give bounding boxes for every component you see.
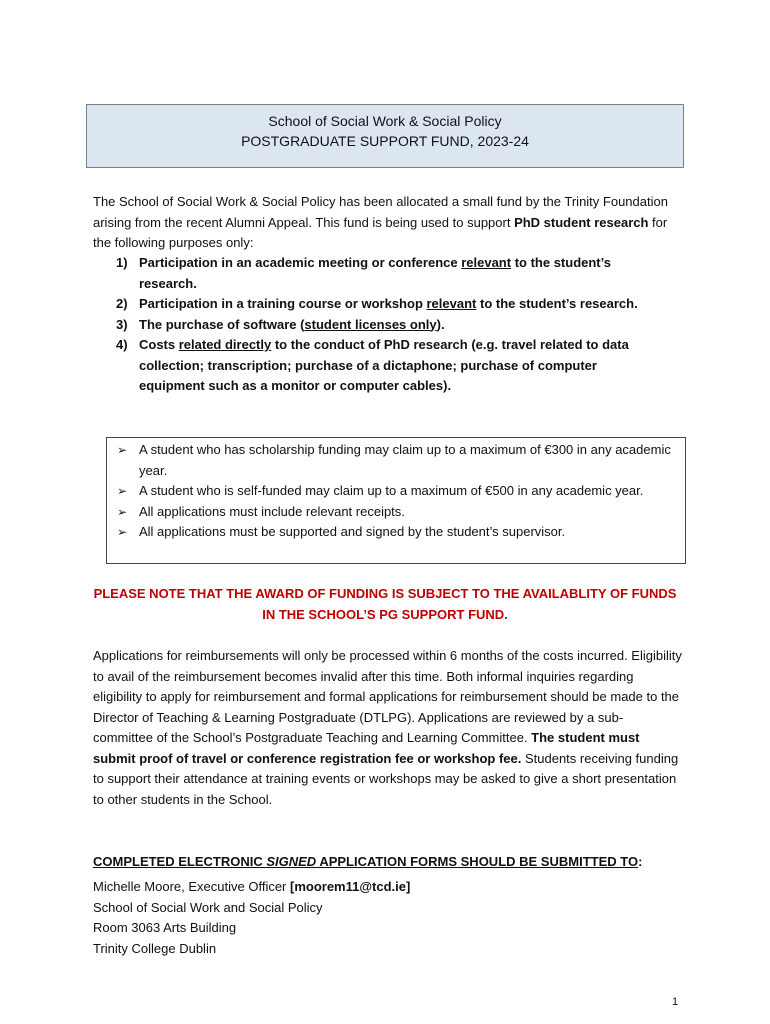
list-item — [93, 294, 653, 315]
purpose-text-end: to the conduct of PhD research (e.g. travel related to data collection; transcription; purchase of a dictaphone; purchase of computer equipment such as a monitor or computer cables). — [139, 337, 629, 393]
submission-heading — [93, 852, 683, 872]
contact-email[interactable]: [moorem11@tcd.ie] — [290, 879, 411, 894]
school-name: School of Social Work & Social Policy — [268, 113, 502, 129]
purpose-text: The purchase of software ( — [139, 316, 305, 332]
rule-text: All applications must include relevant receipts. — [139, 503, 405, 519]
contact-block — [93, 877, 683, 959]
purpose-underline: relevant — [461, 255, 512, 270]
page-number: 1 — [672, 996, 679, 1008]
arrow-bullet-icon: ➢ — [117, 443, 128, 457]
purpose-text: Participation in an academic meeting or conference — [139, 255, 462, 270]
contact-name: Michelle Moore, Executive Officer — [93, 879, 290, 894]
intro-bold: PhD student research — [514, 214, 649, 230]
heading-text: COMPLETED ELECTRONIC — [93, 854, 267, 869]
purpose-underline: related directly — [178, 337, 272, 352]
body-bold: The student must submit proof of travel or conference registration fee or workshop fee. — [93, 730, 640, 766]
fund-title: POSTGRADUATE SUPPORT FUND, 2023-24 — [241, 133, 529, 149]
purpose-text-end: to the student’s research. — [476, 296, 638, 311]
list-item — [93, 253, 653, 294]
rule-text: All applications must be supported and signed by the student’s supervisor. — [139, 524, 566, 539]
purpose-text-end: ). — [436, 316, 445, 332]
intro-text: The School of Social Work & Social Policy has been allocated a small fund by the Trinity Foundation arising from the recent Alumni Appeal. This fund is being used to support — [93, 194, 668, 230]
list-item — [93, 315, 653, 336]
list-item — [115, 481, 675, 502]
contact-name-line — [93, 877, 683, 898]
purposes-list — [93, 253, 653, 397]
body-text: Applications for reimbursements will only be processed within 6 months of the costs incurred. Eligibility to avail of the reimbursement becomes invalid after this time. Both informal inquiries regarding eligibility to apply for reimbursement and formal applications for reimbursement should be made to the Director of Teaching & Learning Postgraduate (DTLPG). Applications are reviewed by a sub-committee of the School’s Postgraduate Teaching and Learning Committee. — [93, 648, 682, 745]
rules-box — [106, 437, 686, 564]
intro-text-end: for the following purposes only: — [93, 214, 668, 250]
rule-text: A student who has scholarship funding may claim up to a maximum of €300 in any academic year. — [139, 442, 671, 478]
list-number: 1) — [116, 255, 128, 270]
title-box — [86, 104, 684, 168]
heading-text-end: APPLICATION FORMS SHOULD BE SUBMITTED TO — [316, 854, 639, 869]
body-text-end: Students receiving funding to support their attendance at training events or workshops may be asked to give a short presentation to other students in the School. — [93, 750, 679, 807]
contact-room: Room 3063 Arts Building — [93, 920, 237, 935]
list-number: 2) — [116, 296, 128, 311]
list-item — [115, 522, 675, 543]
funding-notice — [86, 583, 684, 625]
list-item — [115, 502, 675, 523]
rule-text: A student who is self-funded may claim up to a maximum of €500 in any academic year. — [139, 483, 644, 498]
reimbursement-paragraph — [93, 646, 683, 810]
contact-college: Trinity College Dublin — [93, 940, 217, 956]
purpose-underline: student licenses only — [304, 316, 437, 332]
intro-paragraph — [93, 192, 683, 254]
purpose-text: Costs — [139, 337, 179, 352]
heading-colon: : — [638, 854, 643, 869]
heading-emphasis: SIGNED — [266, 854, 317, 869]
notice-line: IN THE SCHOOL’S PG SUPPORT FUND. — [262, 607, 508, 622]
list-item — [93, 335, 653, 397]
purpose-text: Participation in a training course or workshop — [139, 296, 427, 311]
list-number: 4) — [116, 337, 128, 352]
purpose-text-end: to the student’s research. — [139, 255, 611, 291]
notice-line: PLEASE NOTE THAT THE AWARD OF FUNDING IS SUBJECT TO THE AVAILABLITY OF FUNDS — [93, 586, 677, 601]
list-number: 3) — [116, 316, 128, 332]
arrow-bullet-icon: ➢ — [117, 504, 128, 519]
purpose-underline: relevant — [426, 296, 477, 311]
list-item — [115, 440, 675, 481]
arrow-bullet-icon: ➢ — [117, 484, 128, 498]
arrow-bullet-icon: ➢ — [117, 525, 128, 539]
contact-school: School of Social Work and Social Policy — [93, 899, 323, 915]
